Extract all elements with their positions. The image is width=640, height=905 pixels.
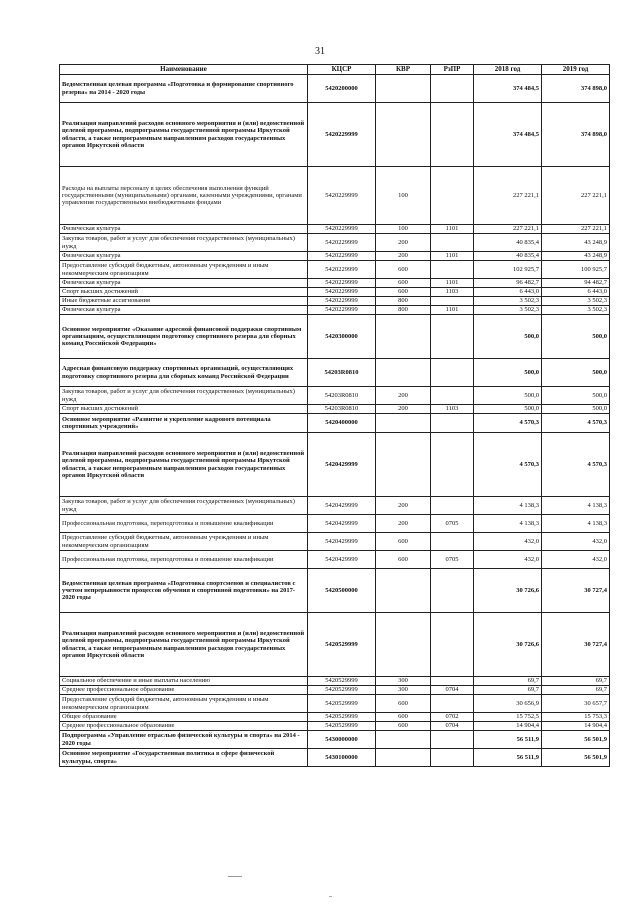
table-row [60, 103, 610, 167]
table-row [60, 405, 610, 414]
cell-rzpr [431, 677, 474, 686]
cell-rzpr [431, 315, 474, 359]
cell-kcsr: 5420529999 [308, 613, 376, 677]
cell-kcsr: 5420229999 [308, 225, 376, 234]
cell-rzpr [431, 613, 474, 677]
cell-kvr [376, 359, 431, 387]
cell-kvr: 600 [376, 695, 431, 713]
header-2019: 2019 год [542, 65, 610, 75]
cell-name: Закупка товаров, работ и услуг для обеспечения государственных (муниципальных) нужд [60, 497, 308, 515]
table-row [60, 695, 610, 713]
cell-kcsr: 5420529999 [308, 695, 376, 713]
cell-2018: 56 511,9 [474, 731, 542, 749]
cell-name: Основное мероприятие «Государственная политика в сфере физической культуры, спорта» [60, 749, 308, 767]
cell-2018: 374 484,5 [474, 103, 542, 167]
cell-2018: 102 925,7 [474, 261, 542, 279]
cell-rzpr [431, 167, 474, 225]
cell-2018: 432,0 [474, 551, 542, 569]
cell-kvr [376, 433, 431, 497]
cell-name: Реализация направлений расходов основного мероприятия и (или) ведомственной целевой программы, подпрограммы государственной программы Иркутской области, а также непрограммным направлениям расходов государственных органов Иркутской области [60, 103, 308, 167]
cell-kcsr: 54203R0810 [308, 359, 376, 387]
cell-name: Среднее профессиональное образование [60, 686, 308, 695]
cell-2018: 40 835,4 [474, 252, 542, 261]
cell-2018: 56 511,9 [474, 749, 542, 767]
cell-kcsr: 54203R0810 [308, 405, 376, 414]
cell-2018: 432,0 [474, 533, 542, 551]
table-row [60, 433, 610, 497]
cell-rzpr: 1101 [431, 252, 474, 261]
cell-name: Закупка товаров, работ и услуг для обеспечения государственных (муниципальных) нужд [60, 234, 308, 252]
cell-kvr: 800 [376, 297, 431, 306]
cell-kcsr: 5420429999 [308, 433, 376, 497]
cell-2019: 94 482,7 [542, 279, 610, 288]
cell-2019: 374 898,0 [542, 103, 610, 167]
cell-2018: 374 484,5 [474, 75, 542, 103]
cell-kcsr: 5420229999 [308, 103, 376, 167]
cell-2019: 4 570,3 [542, 433, 610, 497]
cell-name: Физическая культура [60, 252, 308, 261]
cell-2019: 432,0 [542, 533, 610, 551]
cell-rzpr [431, 297, 474, 306]
cell-2018: 30 656,9 [474, 695, 542, 713]
cell-2018: 500,0 [474, 359, 542, 387]
cell-2018: 4 570,3 [474, 414, 542, 433]
cell-rzpr: 1101 [431, 279, 474, 288]
cell-2019: 3 502,3 [542, 306, 610, 315]
cell-kvr [376, 315, 431, 359]
cell-kcsr: 5420229999 [308, 297, 376, 306]
table-row [60, 713, 610, 722]
cell-kvr: 600 [376, 261, 431, 279]
cell-rzpr [431, 731, 474, 749]
table-row [60, 414, 610, 433]
cell-kcsr: 5420529999 [308, 686, 376, 695]
cell-name: Предоставление субсидий бюджетным, автономным учреждениям и иным некоммерческим организациям [60, 261, 308, 279]
table-row [60, 677, 610, 686]
table-row [60, 686, 610, 695]
cell-2019: 14 904,4 [542, 722, 610, 731]
cell-2018: 500,0 [474, 315, 542, 359]
cell-kvr [376, 414, 431, 433]
cell-name: Физическая культура [60, 306, 308, 315]
cell-rzpr: 1103 [431, 405, 474, 414]
cell-2019: 374 898,0 [542, 75, 610, 103]
cell-name: Общее образование [60, 713, 308, 722]
cell-kcsr: 5420229999 [308, 261, 376, 279]
cell-2019: 30 727,4 [542, 569, 610, 613]
cell-rzpr [431, 75, 474, 103]
cell-rzpr [431, 533, 474, 551]
cell-2019: 3 502,3 [542, 297, 610, 306]
scan-dot [329, 896, 332, 897]
cell-name: Подпрограмма «Управление отраслью физической культуры и спорта» на 2014 - 2020 годы [60, 731, 308, 749]
table-row [60, 234, 610, 252]
cell-rzpr [431, 433, 474, 497]
cell-name: Профессиональная подготовка, переподготовка и повышение квалификации [60, 515, 308, 533]
cell-2018: 4 138,3 [474, 497, 542, 515]
cell-name: Среднее профессиональное образование [60, 722, 308, 731]
cell-name: Реализация направлений расходов основного мероприятия и (или) ведомственной целевой программы, подпрограммы государственной программы Иркутской области, а также непрограммным направлениям расходов государственных органов Иркутской области [60, 433, 308, 497]
cell-kvr: 200 [376, 405, 431, 414]
table-row [60, 497, 610, 515]
cell-2019: 500,0 [542, 405, 610, 414]
cell-kvr [376, 75, 431, 103]
cell-kvr [376, 613, 431, 677]
cell-name: Адресная финансовую поддержку спортивных организаций, осуществляющих подготовку спортивного резерва для сборных команд Российской Федерации [60, 359, 308, 387]
table-row [60, 551, 610, 569]
cell-name: Реализация направлений расходов основного мероприятия и (или) ведомственной целевой программы, подпрограммы государственной программы Иркутской области, а также непрограммным направлениям расходов государственных органов Иркутской области [60, 613, 308, 677]
cell-2019: 4 138,3 [542, 515, 610, 533]
cell-name: Спорт высших достижений [60, 405, 308, 414]
cell-kcsr: 5420229999 [308, 306, 376, 315]
cell-2019: 227 221,1 [542, 167, 610, 225]
cell-2018: 30 726,6 [474, 613, 542, 677]
cell-rzpr [431, 261, 474, 279]
cell-2018: 3 502,3 [474, 297, 542, 306]
header-kcsr: КЦСР [308, 65, 376, 75]
cell-2018: 500,0 [474, 405, 542, 414]
cell-2019: 15 753,3 [542, 713, 610, 722]
cell-kvr [376, 731, 431, 749]
cell-name: Предоставление субсидий бюджетным, автономным учреждениям и иным некоммерческим организациям [60, 695, 308, 713]
cell-kvr: 600 [376, 279, 431, 288]
cell-rzpr: 0704 [431, 722, 474, 731]
cell-rzpr [431, 569, 474, 613]
table-row [60, 387, 610, 405]
cell-kcsr: 5420229999 [308, 167, 376, 225]
table-row [60, 722, 610, 731]
header-2018: 2018 год [474, 65, 542, 75]
table-row [60, 533, 610, 551]
cell-kvr: 600 [376, 713, 431, 722]
cell-2018: 96 482,7 [474, 279, 542, 288]
cell-kvr: 100 [376, 225, 431, 234]
cell-kcsr: 5420529999 [308, 722, 376, 731]
cell-2019: 30 727,4 [542, 613, 610, 677]
table-row [60, 252, 610, 261]
cell-kcsr: 5420229999 [308, 279, 376, 288]
header-rzpr: РзПР [431, 65, 474, 75]
table-row [60, 749, 610, 767]
cell-2019: 100 925,7 [542, 261, 610, 279]
cell-2018: 15 752,5 [474, 713, 542, 722]
table-row [60, 359, 610, 387]
table-body [60, 75, 610, 767]
table-header-row [60, 65, 610, 75]
cell-2018: 3 502,3 [474, 306, 542, 315]
cell-2018: 4 138,3 [474, 515, 542, 533]
cell-2019: 4 570,3 [542, 414, 610, 433]
cell-2019: 69,7 [542, 686, 610, 695]
cell-kcsr: 5420429999 [308, 515, 376, 533]
cell-rzpr [431, 749, 474, 767]
cell-2019: 6 443,0 [542, 288, 610, 297]
cell-2019: 30 657,7 [542, 695, 610, 713]
cell-2019: 500,0 [542, 359, 610, 387]
cell-kcsr: 5430000000 [308, 731, 376, 749]
cell-rzpr [431, 414, 474, 433]
cell-name: Ведомственная целевая программа «Подготовка и формирование спортивного резерва» на 2014 - 2020 годы [60, 75, 308, 103]
cell-rzpr: 0705 [431, 551, 474, 569]
cell-kvr: 300 [376, 686, 431, 695]
cell-2019: 500,0 [542, 315, 610, 359]
cell-name: Предоставление субсидий бюджетным, автономным учреждениям и иным некоммерческим организациям [60, 533, 308, 551]
header-kvr: КВР [376, 65, 431, 75]
cell-rzpr: 0704 [431, 686, 474, 695]
cell-kvr [376, 569, 431, 613]
cell-kvr: 300 [376, 677, 431, 686]
cell-rzpr [431, 234, 474, 252]
cell-kvr: 600 [376, 551, 431, 569]
cell-rzpr: 0702 [431, 713, 474, 722]
cell-kcsr: 5420429999 [308, 533, 376, 551]
cell-2019: 43 248,9 [542, 252, 610, 261]
cell-kcsr: 5420200000 [308, 75, 376, 103]
cell-2018: 69,7 [474, 677, 542, 686]
cell-2019: 500,0 [542, 387, 610, 405]
cell-name: Профессиональная подготовка, переподготовка и повышение квалификации [60, 551, 308, 569]
cell-kcsr: 5420300000 [308, 315, 376, 359]
table-row [60, 167, 610, 225]
cell-2018: 14 904,4 [474, 722, 542, 731]
cell-2019: 227 221,1 [542, 225, 610, 234]
table-row [60, 613, 610, 677]
table-row [60, 515, 610, 533]
cell-2019: 4 138,3 [542, 497, 610, 515]
cell-kvr: 200 [376, 252, 431, 261]
table-row [60, 288, 610, 297]
cell-kvr: 200 [376, 497, 431, 515]
cell-2018: 40 835,4 [474, 234, 542, 252]
cell-kcsr: 5420229999 [308, 234, 376, 252]
cell-kvr: 200 [376, 515, 431, 533]
cell-2019: 56 501,9 [542, 749, 610, 767]
budget-table [59, 64, 610, 767]
cell-name: Физическая культура [60, 225, 308, 234]
cell-kcsr: 5420229999 [308, 252, 376, 261]
cell-2018: 227 221,1 [474, 225, 542, 234]
cell-rzpr: 0705 [431, 515, 474, 533]
cell-kvr: 200 [376, 234, 431, 252]
cell-kvr: 200 [376, 387, 431, 405]
cell-kvr: 600 [376, 722, 431, 731]
cell-name: Основное мероприятие «Развитие и укрепление кадрового потенциала спортивных учреждений» [60, 414, 308, 433]
cell-2018: 6 443,0 [474, 288, 542, 297]
page-number: 31 [315, 46, 325, 57]
cell-kcsr: 5420529999 [308, 713, 376, 722]
cell-rzpr: 1103 [431, 288, 474, 297]
cell-name: Физическая культура [60, 279, 308, 288]
cell-kvr [376, 103, 431, 167]
table-row [60, 731, 610, 749]
cell-rzpr [431, 497, 474, 515]
cell-2018: 500,0 [474, 387, 542, 405]
cell-rzpr [431, 103, 474, 167]
table-row [60, 315, 610, 359]
cell-name: Расходы на выплаты персоналу в целях обеспечения выполнения функций государственными (муниципальными) органами, казенными учреждениями, органами управления государственными внебюджетными фондами [60, 167, 308, 225]
cell-2018: 30 726,6 [474, 569, 542, 613]
cell-kcsr: 5420400000 [308, 414, 376, 433]
cell-name: Социальное обеспечение и иные выплаты населению [60, 677, 308, 686]
cell-rzpr: 1101 [431, 306, 474, 315]
cell-name: Спорт высших достижений [60, 288, 308, 297]
cell-2018: 69,7 [474, 686, 542, 695]
cell-rzpr [431, 387, 474, 405]
cell-name: Основное мероприятие «Оказание адресной финансовой поддержки спортивным организациям, осуществляющим подготовку спортивного резерва для сборных команд Российской Федерации» [60, 315, 308, 359]
cell-kcsr: 5420429999 [308, 551, 376, 569]
cell-name: Ведомственная целевая программа «Подготовка спортсменов и специалистов с учетом непрерывности процессов обучения и спортивной подготовки» на 2017-2020 годы [60, 569, 308, 613]
table-row [60, 279, 610, 288]
table-row [60, 261, 610, 279]
table-row [60, 225, 610, 234]
cell-kvr: 100 [376, 167, 431, 225]
cell-rzpr: 1101 [431, 225, 474, 234]
cell-kcsr: 5420529999 [308, 677, 376, 686]
cell-rzpr [431, 695, 474, 713]
cell-kcsr: 5420500000 [308, 569, 376, 613]
scan-mark [228, 876, 242, 877]
cell-kcsr: 5420229999 [308, 288, 376, 297]
table-row [60, 306, 610, 315]
cell-rzpr [431, 359, 474, 387]
cell-kvr: 600 [376, 288, 431, 297]
cell-2018: 227 221,1 [474, 167, 542, 225]
cell-name: Иные бюджетные ассигнования [60, 297, 308, 306]
cell-name: Закупка товаров, работ и услуг для обеспечения государственных (муниципальных) нужд [60, 387, 308, 405]
cell-2019: 43 248,9 [542, 234, 610, 252]
cell-2019: 56 501,9 [542, 731, 610, 749]
table-row [60, 297, 610, 306]
cell-kvr: 600 [376, 533, 431, 551]
cell-kcsr: 54203R0810 [308, 387, 376, 405]
table-row [60, 569, 610, 613]
cell-kvr [376, 749, 431, 767]
cell-2019: 69,7 [542, 677, 610, 686]
cell-2019: 432,0 [542, 551, 610, 569]
cell-kvr: 800 [376, 306, 431, 315]
cell-2018: 4 570,3 [474, 433, 542, 497]
cell-kcsr: 5420429999 [308, 497, 376, 515]
header-name: Наименование [60, 65, 308, 75]
cell-kcsr: 5430100000 [308, 749, 376, 767]
table-row [60, 75, 610, 103]
